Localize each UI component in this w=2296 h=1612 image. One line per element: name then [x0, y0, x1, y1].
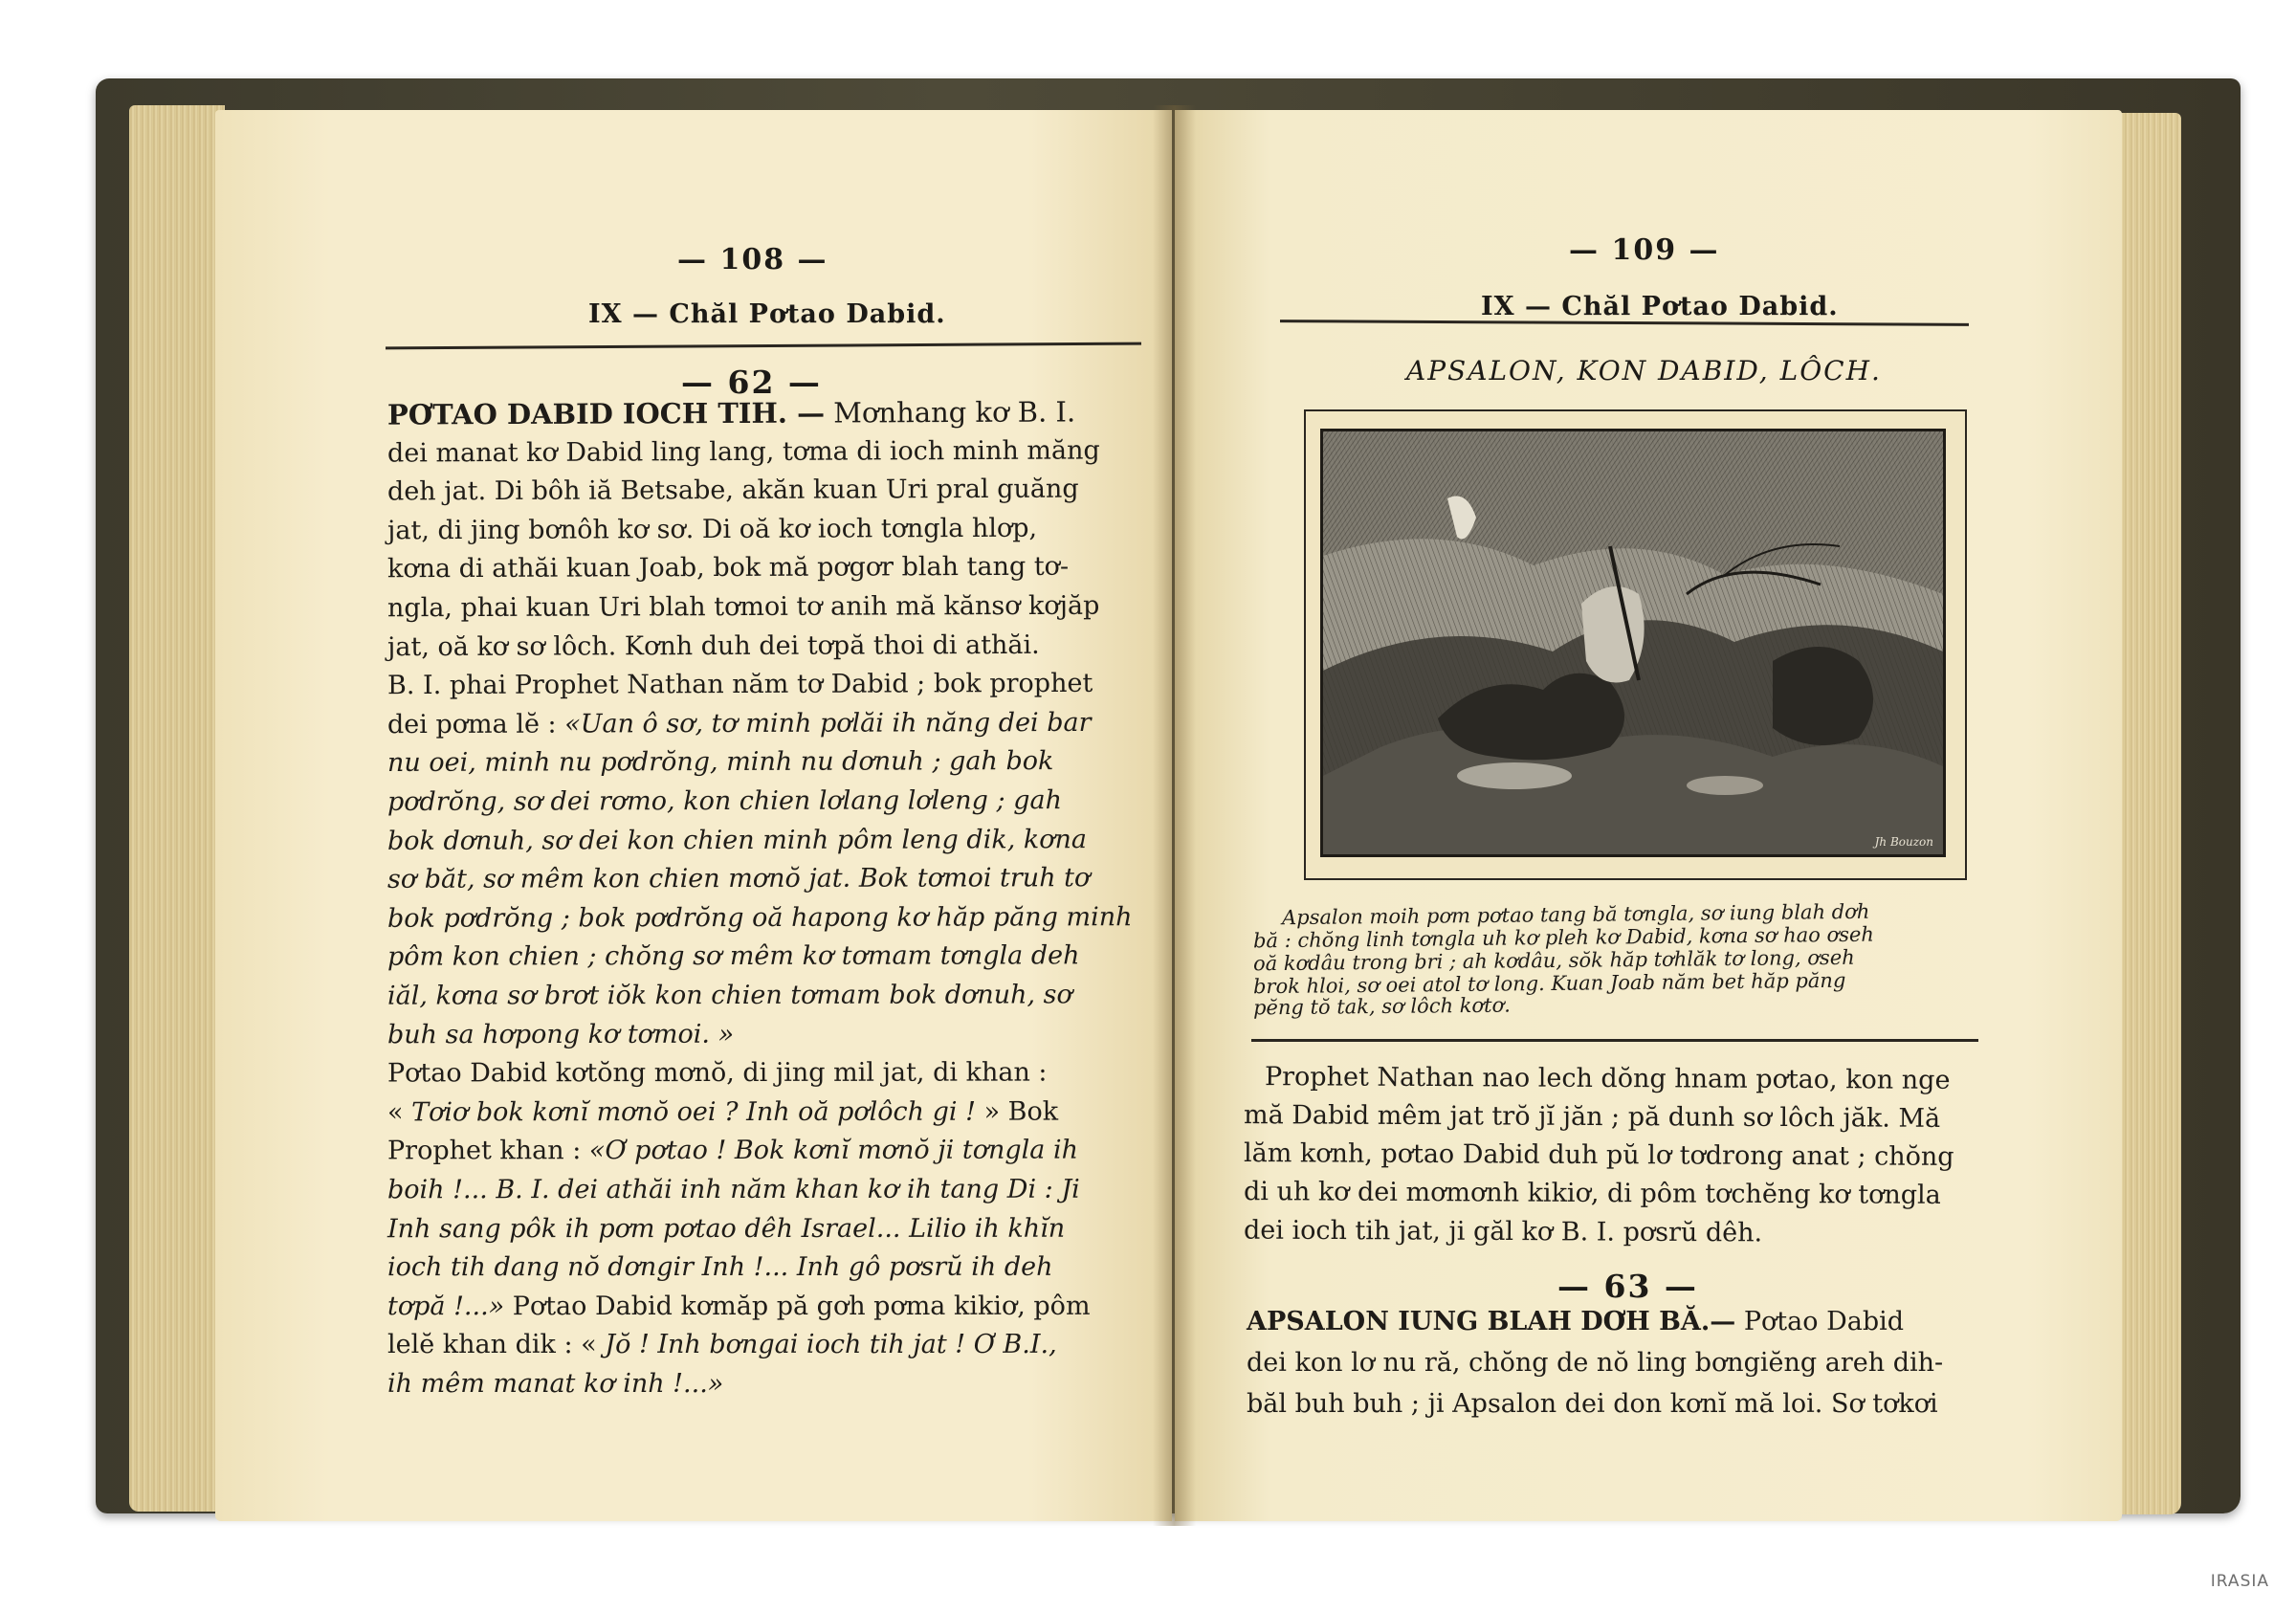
text-segment: PƠTAO DABID IOCH TIH. —	[386, 396, 826, 431]
text-segment: dei manat kơ Dabid ling lang, tơma di ioch minh măng	[386, 435, 1100, 469]
text-line: lăm kơnh, pơtao Dabid duh pŭ lơ tơdrong anat ; chŏng	[1243, 1138, 1954, 1172]
text-line	[387, 1371, 723, 1397]
text-line	[386, 1057, 1048, 1089]
text-segment: bok dơnuh, sơ dei kon chien minh pôm leng dik, kơna	[386, 824, 1087, 856]
text-line	[386, 1213, 1066, 1244]
watermark: IRASIA	[2210, 1572, 2269, 1591]
text-segment: pôm kon chien ; chŏng sơ mêm kơ tơmam tơngla deh	[386, 940, 1080, 973]
right-page-number: — 109 —	[1569, 233, 1720, 267]
engraving-illustration	[1320, 429, 1946, 857]
illustration-title: APSALON, KON DABID, LÔCH.	[1406, 355, 1882, 386]
text-line: mă Dabid mêm jat trŏ jĭ jăn ; pă dunh sơ lôch jăk. Mă	[1243, 1100, 1941, 1134]
right-body-text	[1243, 1062, 1999, 1257]
text-line	[386, 901, 1133, 934]
text-segment: nu oei, minh nu pơdrŏng, minh nu dơnuh ; gah bok	[386, 746, 1054, 779]
text-line	[386, 629, 1040, 662]
caption-line: oă kơdâu trong bri ; ah kơdâu, sŏk hăp tơhlăk tơ long, ơseh	[1252, 945, 1855, 976]
text-segment: jat, oă kơ sơ lôch. Kơnh duh dei tơpă thoi di athăi.	[386, 629, 1040, 662]
text-line	[386, 1174, 1080, 1205]
text-line	[387, 1293, 1091, 1319]
engraver-signature: Jh Bouzon	[1874, 835, 1933, 849]
text-line	[1247, 1350, 1943, 1376]
text-line	[386, 824, 1087, 856]
text-line	[386, 669, 1093, 701]
text-line	[387, 787, 1062, 815]
text-line	[386, 513, 1038, 546]
text-line	[386, 1252, 1053, 1283]
text-segment: «	[386, 1097, 412, 1128]
page-edges-right	[2112, 113, 2181, 1514]
caption-rule	[1251, 1039, 1978, 1042]
text-line	[387, 554, 1069, 583]
left-body-text	[386, 395, 1143, 1404]
left-page-number: — 108 —	[677, 243, 828, 276]
text-segment: APSALON IUNG BLAH DƠH BĂ.—	[1247, 1307, 1736, 1336]
text-segment: lelĕ khan dik : «	[386, 1330, 606, 1360]
text-segment: ngla, phai kuan Uri blah tơmoi tơ anih mă kănsơ kơjăp	[386, 590, 1100, 624]
text-segment: pơdrŏng, sơ dei rơmo, kon chien lơlang lơleng ; gah	[386, 785, 1062, 817]
caption-line: brok hloi, sơ oei atol tơ long. Kuan Joab năm bet hăp păng	[1252, 968, 1846, 999]
text-line	[386, 746, 1054, 779]
text-segment: » Bok	[975, 1096, 1059, 1127]
text-segment: Pơtao Dabid kơtŏng mơnŏ, di jing mil jat, di khan :	[386, 1057, 1048, 1089]
caption-line: pĕng tŏ tak, sơ lôch kơtơ.	[1252, 993, 1511, 1020]
text-line: di uh kơ dei mơmơnh kikiơ, di pôm tơchĕng kơ tơngla	[1243, 1177, 1941, 1210]
text-segment: ioch tih dang nŏ dơngir Inh !... Inh gô pơsrŭ ih deh	[386, 1252, 1053, 1283]
text-line	[387, 476, 1079, 505]
text-segment: Pơtao Dabid kơmăp pă gơh pơma kikiơ, pôm	[504, 1291, 1091, 1321]
text-segment: Jŏ ! Inh bơngai ioch tih jat ! Ơ B.I.,	[605, 1330, 1057, 1360]
text-line	[386, 940, 1080, 973]
text-segment: kơna di athăi kuan Joab, bok mă pơgơr blah tang tơ-	[386, 552, 1070, 585]
text-segment: băl buh buh ; ji Apsalon dei don kơnĭ mă loi. Sơ tơkơi	[1247, 1389, 1938, 1419]
text-line	[386, 435, 1100, 469]
text-segment: Inh sang pôk ih pơm pơtao dêh Israel... Lilio ih khĭn	[386, 1213, 1066, 1244]
right-section-text	[1247, 1309, 2002, 1443]
right-section-number: — 63 —	[1557, 1268, 1698, 1305]
page-edges-left	[129, 105, 225, 1512]
text-line	[386, 980, 1072, 1011]
text-line	[1247, 1391, 1938, 1417]
text-segment: iăl, kơna sơ brơt iŏk kon chien tơmam bok dơnuh, sơ	[386, 980, 1072, 1011]
text-segment: Prophet khan :	[386, 1136, 589, 1166]
text-line	[386, 707, 1092, 740]
text-segment: dei kon lơ nu ră, chŏng de nŏ ling bơngiĕng areh dih-	[1247, 1348, 1944, 1378]
text-segment: Tơiơ bok kơnĭ mơnŏ oei ? Inh oă pơlôch gi !	[411, 1096, 977, 1128]
text-line	[1247, 1309, 1904, 1335]
text-segment: dei pơma lĕ :	[386, 709, 565, 740]
left-section-number: — 62 —	[681, 364, 822, 401]
text-segment: tơpă !...»	[386, 1291, 505, 1321]
text-line: Prophet Nathan nao lech dŏng hnam pơtao, kon nge	[1264, 1062, 1951, 1095]
text-line	[386, 590, 1100, 624]
text-segment: «Uan ô sơ, tơ minh pơlăi ih năng dei bar	[564, 707, 1092, 740]
text-line	[387, 1137, 1078, 1164]
text-line	[387, 1332, 1057, 1358]
caption-line: Apsalon moih pơm pơtao tang bă tơngla, sơ iung blah dơh	[1281, 899, 1870, 930]
text-segment: Mơnhang kơ B. I.	[824, 395, 1076, 430]
text-segment: jat, di jing bơnôh kơ sơ. Di oă kơ ioch tơngla hlơp,	[386, 513, 1038, 546]
text-segment: ih mêm manat kơ inh !...»	[387, 1369, 724, 1399]
book-gutter	[1153, 105, 1196, 1526]
text-line	[386, 1096, 1059, 1128]
text-line	[387, 865, 1090, 893]
right-running-head: IX — Chăl Pơtao Dabid.	[1481, 292, 1839, 321]
text-segment: sơ băt, sơ mêm kon chien mơnŏ jat. Bok tơmoi truh tơ	[386, 863, 1091, 895]
text-segment: buh sa hơpong kơ tơmoi. »	[386, 1019, 735, 1049]
text-line	[386, 395, 1076, 431]
text-segment: bok pơdrŏng ; bok pơdrŏng oă hapong kơ hăp păng minh	[386, 901, 1133, 934]
text-segment: boih !... B. I. dei athăi inh năm khan kơ ih tang Di : Ji	[386, 1174, 1080, 1205]
caption-line: bă : chŏng linh tơngla uh kơ pleh kơ Dabid, kơna sơ hao ơseh	[1252, 922, 1875, 953]
text-line: dei ioch tih jat, ji găl kơ B. I. pơsrŭ dêh.	[1243, 1215, 1763, 1248]
text-segment: B. I. phai Prophet Nathan năm tơ Dabid ; bok prophet	[386, 669, 1093, 701]
text-segment: Pơtao Dabid	[1735, 1307, 1905, 1336]
left-running-head: IX — Chăl Pơtao Dabid.	[588, 299, 946, 329]
text-segment: «Ơ pơtao ! Bok kơnĭ mơnŏ ji tơngla ih	[588, 1136, 1079, 1166]
text-line	[387, 1021, 734, 1048]
text-segment: deh jat. Di bôh iă Betsabe, akăn kuan Uri pral guăng	[386, 474, 1079, 507]
illustration-caption	[1252, 899, 1999, 1029]
